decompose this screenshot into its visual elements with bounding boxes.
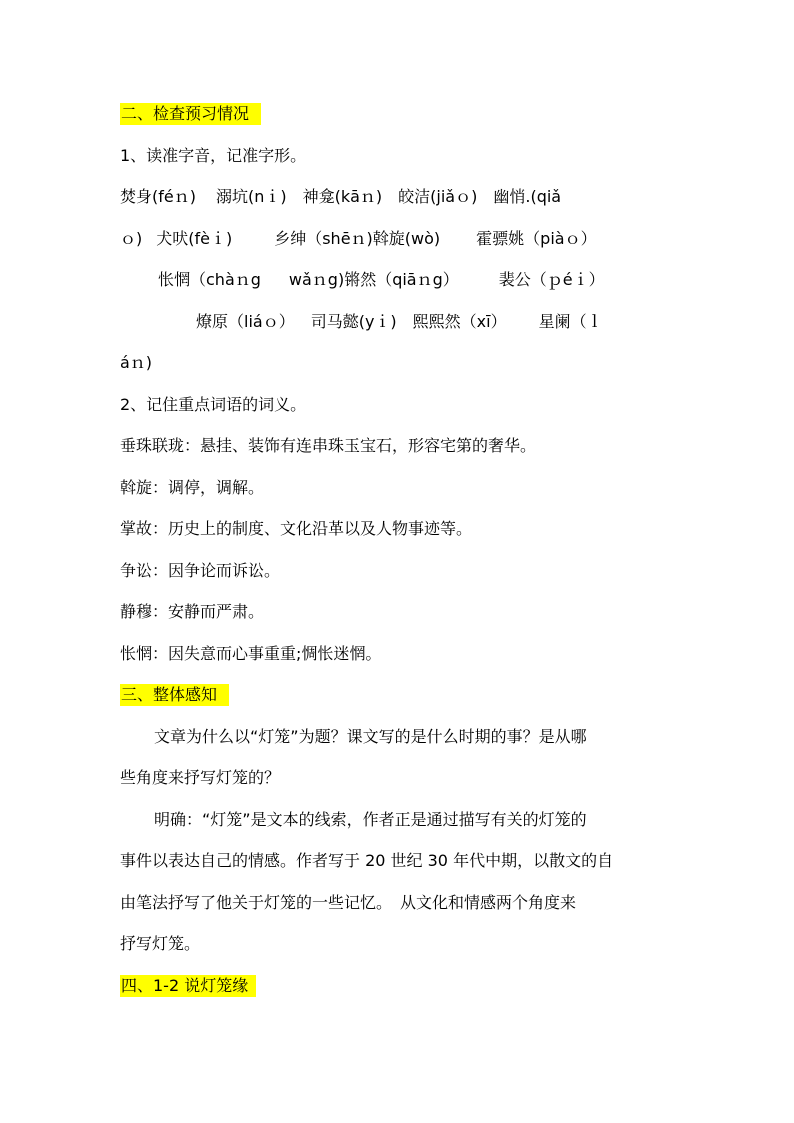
pinyin-line-2	[120, 228, 676, 250]
pinyin-item: wǎｎg)	[288, 270, 345, 289]
pinyin-item: 霍骠姚（piàｏ）	[476, 228, 597, 248]
definition-line: 争讼：因争论而诉讼。	[120, 560, 281, 580]
definition-line: 垂珠联珑：悬挂、装饰有连串珠玉宝石，形容宅第的奢华。	[120, 436, 537, 455]
pinyin-item: 裴公（ｐéｉ）	[498, 270, 605, 289]
answer-line: 事件以表达自己的情感。作者写于 20 世纪 30 年代中期，以散文的自	[120, 851, 614, 870]
pinyin-item: 犬吠(fèｉ)	[156, 228, 233, 248]
answer-line: 由笔法抒写了他关于灯笼的一些记忆。 从文化和情感两个角度来	[120, 892, 577, 912]
definition-line: 斡旋：调停，调解。	[120, 477, 265, 497]
definition-line: 掌故：历史上的制度、文化沿革以及人物事迹等。	[120, 519, 473, 538]
answer-line: 明确：“灯笼”是文本的线索，作者正是通过描写有关的灯笼的	[154, 809, 587, 829]
pinyin-item: 神龛(kāｎ)	[302, 187, 383, 206]
pinyin-item: áｎ)	[120, 353, 153, 372]
pinyin-item: 星阑（ｌ	[538, 311, 603, 331]
pinyin-item: 锵然（qiāｎg）	[344, 270, 459, 289]
section3-heading-row	[120, 684, 676, 706]
pinyin-item: 焚身(féｎ)	[120, 187, 196, 206]
pinyin-item: 乡绅（shēｎ)	[274, 228, 373, 248]
pinyin-line-4	[120, 311, 676, 333]
pinyin-item: 燎原（liáｏ）	[196, 311, 295, 331]
pinyin-item: 溺坑(nｉ)	[215, 187, 287, 206]
definition-line: 静穆：安静而严肃。	[120, 602, 265, 621]
subheading-key-words: 2、记住重点词语的词义。	[120, 394, 307, 414]
definition-line: 怅惘：因失意而心事重重;惆怅迷惘。	[120, 643, 382, 663]
section4-heading-row	[120, 975, 676, 997]
pinyin-item: 司马懿(yｉ)	[310, 311, 397, 331]
pinyin-item: 怅惘（chàｎg	[158, 270, 261, 289]
pinyin-item: 幽悄.(qiǎ	[493, 187, 562, 206]
pinyin-line-1	[120, 186, 676, 208]
subheading-read-pronunciation: 1、读准字音，记准字形。	[120, 145, 307, 165]
section2-heading-row	[120, 103, 676, 125]
question-line: 些角度来抒写灯笼的？	[120, 768, 281, 787]
section-heading-2: 二、检查预习情况	[120, 103, 261, 125]
pinyin-line-3	[120, 269, 676, 291]
pinyin-line-5	[120, 352, 676, 374]
section-heading-3: 三、整体感知	[120, 684, 229, 706]
pinyin-item: 熙熙然（xī）	[412, 311, 507, 331]
answer-line: 抒写灯笼。	[120, 934, 201, 953]
question-line: 文章为什么以“灯笼”为题？课文写的是什么时期的事？是从哪	[154, 726, 587, 746]
pinyin-item: 皎洁(jiǎｏ)	[398, 187, 478, 206]
section-heading-4: 四、1-2 说灯笼缘	[120, 975, 256, 997]
pinyin-item: ｏ)	[120, 228, 143, 248]
pinyin-item: 斡旋(wò)	[372, 228, 441, 248]
